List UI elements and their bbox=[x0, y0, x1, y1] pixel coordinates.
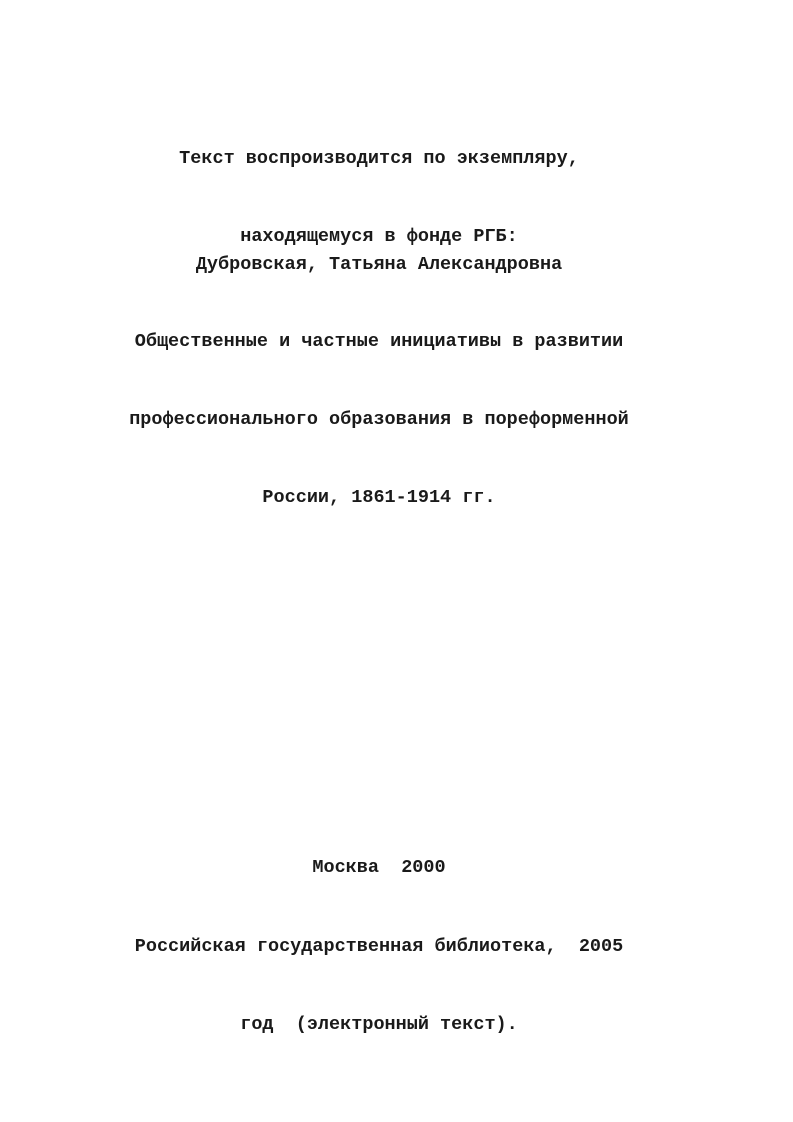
notice-line-2: находящемуся в фонде РГБ: bbox=[240, 226, 518, 247]
title-line-1: Общественные и частные инициативы в развитии bbox=[134, 331, 624, 352]
author-line: Дубровская, Татьяна Александровна bbox=[195, 254, 563, 275]
title-line-2: профессионального образования в пореформенной bbox=[129, 409, 629, 430]
title-line-3: России, 1861-1914 гг. bbox=[262, 487, 496, 508]
imprint-line: Москва 2000 bbox=[312, 857, 446, 878]
library-footer bbox=[0, 882, 758, 1090]
document-title bbox=[0, 277, 758, 563]
footer-line-1: Российская государственная библиотека, 2005 bbox=[134, 936, 624, 957]
footer-line-2: год (электронный текст). bbox=[240, 1014, 518, 1035]
notice-line-1: Текст воспроизводится по экземпляру, bbox=[179, 148, 579, 169]
